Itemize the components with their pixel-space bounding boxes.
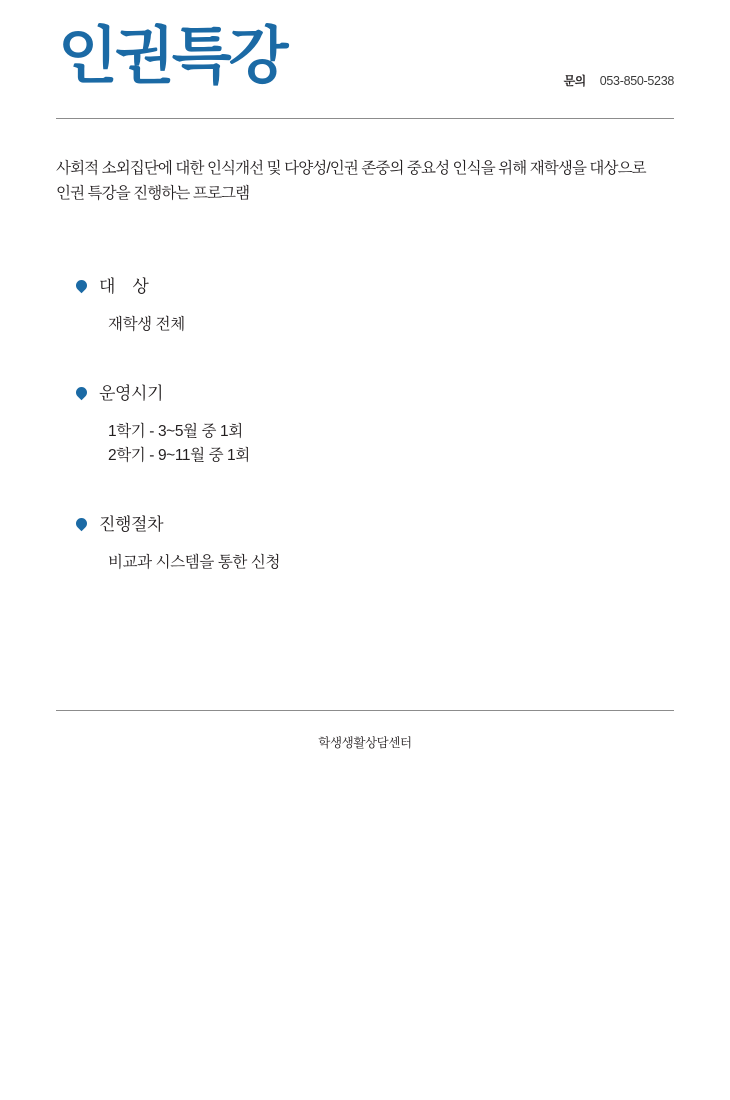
section-body: [56, 551, 674, 575]
section-list: [56, 272, 674, 575]
section-header: [56, 510, 674, 535]
contact-phone-number: 053-850-5238: [599, 74, 674, 88]
section-title: 대 상: [99, 277, 149, 297]
section-line: 1학기 - 3~5월 중 1회: [108, 423, 243, 441]
section-line: 재학생 전체: [108, 316, 185, 334]
document-footer: [56, 710, 674, 751]
teardrop-bullet-icon: [74, 385, 90, 401]
footer-organization: 학생생활상담센터: [318, 736, 412, 750]
footer-divider: [56, 710, 674, 711]
page-title: 인권특강: [58, 22, 286, 91]
section-header: [56, 272, 674, 297]
section-schedule: [56, 379, 674, 468]
section-body: [56, 420, 674, 468]
teardrop-bullet-icon: [74, 278, 90, 294]
section-procedure: [56, 510, 674, 575]
section-line: 2학기 - 9~11월 중 1회: [108, 447, 250, 465]
section-line: 비교과 시스템을 통한 신청: [108, 554, 281, 572]
section-header: [56, 379, 674, 404]
contact-label: 문의: [563, 74, 586, 88]
teardrop-bullet-icon: [74, 516, 90, 532]
section-title: 진행절차: [99, 515, 164, 535]
section-title: 운영시기: [99, 384, 164, 404]
section-body: [56, 313, 674, 337]
program-description: 사회적 소외집단에 대한 인식개선 및 다양성/인권 존중의 중요성 인식을 위해 재학생을 대상으로 인권 특강을 진행하는 프로그램: [56, 160, 646, 203]
document-header: [56, 0, 674, 130]
section-target: [56, 272, 674, 337]
header-divider: [56, 118, 674, 119]
contact-info: [564, 72, 674, 89]
